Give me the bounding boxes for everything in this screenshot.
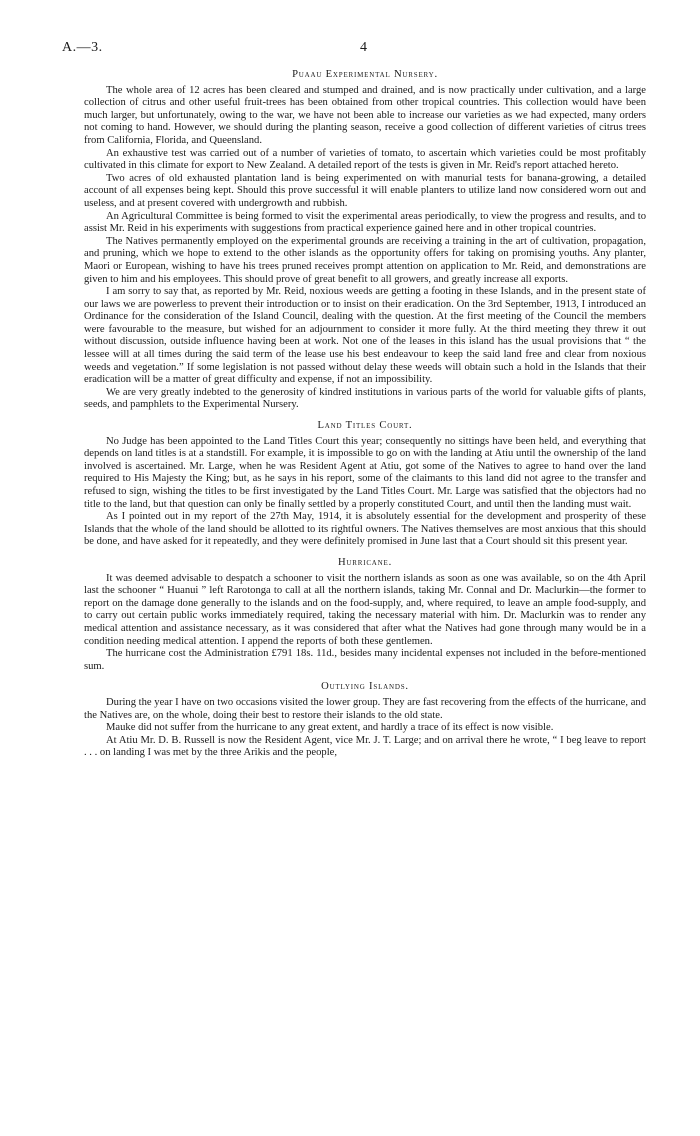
page-header bbox=[0, 42, 700, 58]
section-title: Outlying Islands. bbox=[321, 681, 409, 693]
paragraph: No Judge has been appointed to the Land Titles Court this year; consequently no sittings have been held, and everything that depends on land titles is at a standstill. For example, it is impossible to go on with the landing at Atiu until the ownership of the land involved is ascertained. Mr. Large, when he was Resident Agent at Atiu, got some of the Natives to agree to hand over the land required to His Majesty the King; but, as he says in his report, some of the claimants to this land did not agree to the transfer and refused to sign, wishing the titles to be first investigated by the Land Titles Court. Mr. Large was satisfied that the objectors had no title to the land, but that question can only be finally settled by a properly constituted Court, and until then the landing must wait. bbox=[84, 435, 646, 510]
paragraph: We are very greatly indebted to the generosity of kindred institutions in various parts of the world for valuable gifts of plants, seeds, and pamphlets to the Experimental Nursery. bbox=[84, 386, 646, 411]
paragraph: It was deemed advisable to despatch a schooner to visit the northern islands as soon as one was available, so on the 4th April last the schooner “ Huanui ” left Rarotonga to call at all the northern islands, taking Mr. Connal and Dr. Maclurkin—the former to report on the damage done generally to the islands and on the food-supply, and, where required, to leave an ample food-supply, and to carry out certain public works immediately required, taking the necessary material with him. Dr. Maclurkin was to render any medical attention and assistance necessary, as it was considered that after what the Natives had gone through many would be in a condition needing medical attention. I append the reports of both these gentlemen. bbox=[84, 572, 646, 647]
section-outlying-islands bbox=[84, 681, 646, 760]
section-hurricane bbox=[84, 557, 646, 673]
section-title: Puaau Experimental Nursery. bbox=[292, 69, 438, 80]
paragraph: As I pointed out in my report of the 27th May, 1914, it is absolutely essential for the development and prosperity of these Islands that the whole of the land should be allotted to its rightful owners. The Natives themselves are most anxious that this should be done, and have asked for it repeatedly, and they were definitely promised in June last that a Court should sit this present year. bbox=[84, 511, 646, 548]
paragraph: Two acres of old exhausted plantation land is being experimented on with manurial tests for banana-growing, a detailed account of all expenses being kept. Should this prove successful it will enable planters to utilize land now considered worn out and useless, and at present covered with undergrowth and rubbish. bbox=[84, 172, 646, 209]
document-reference: A.—3. bbox=[62, 40, 103, 55]
paragraph: The Natives permanently employed on the experimental grounds are receiving a training in the art of cultivation, propagation, and pruning, which we hope to extend to the other islands as the opportunity offers for taking on promising youths. Any planter, Maori or European, wishing to have his trees pruned receives prompt attention on application to Mr. Reid, and demonstrations are given to him and his employees. This should prove of great benefit to all growers, and greatly increase all exports. bbox=[84, 235, 646, 285]
paragraph: An exhaustive test was carried out of a number of varieties of tomato, to ascertain which varieties could be most profitably cultivated in this climate for export to New Zealand. A detailed report of the tests is given in Mr. Reid's report attached hereto. bbox=[84, 147, 646, 172]
paragraph: The whole area of 12 acres has been cleared and stumped and drained, and is now practically under cultivation, and a large collection of citrus and other useful fruit-trees has been obtained from other tropical countries. This collection would have been much larger, but unfortunately, owing to the war, we have not been able to increase our varieties as we had expected, many orders not coming to hand. However, we should during the planting season, receive a good collection of different varieties of citrus trees from California, Florida, and Queensland. bbox=[84, 84, 646, 146]
paragraph: The hurricane cost the Administration £791 18s. 11d., besides many incidental expenses not included in the before-mentioned sum. bbox=[84, 648, 646, 672]
paragraph: At Atiu Mr. D. B. Russell is now the Resident Agent, vice Mr. J. T. Large; and on arrival there he wrote, “ I beg leave to report . . . on landing I was met by the three Arikis and the people, bbox=[84, 734, 646, 759]
paragraph: An Agricultural Committee is being formed to visit the experimental areas periodically, to view the progress and results, and to assist Mr. Reid in his experiments with suggestions from practical experience gained here and in other tropical countries. bbox=[84, 210, 646, 235]
section-title: Hurricane. bbox=[337, 556, 393, 568]
section-nursery bbox=[84, 69, 646, 412]
page-number: 4 bbox=[360, 40, 367, 55]
paragraph: During the year I have on two occasions visited the lower group. They are fast recovering from the effects of the hurricane, and the Natives are, on the whole, doing their best to restore their islands to the old state. bbox=[84, 696, 646, 721]
page-body bbox=[84, 69, 646, 760]
section-title: Land Titles Court. bbox=[317, 420, 413, 432]
paragraph: Mauke did not suffer from the hurricane to any great extent, and hardly a trace of its effect is now visible. bbox=[106, 722, 554, 734]
paragraph: I am sorry to say that, as reported by Mr. Reid, noxious weeds are getting a footing in these Islands, and in the present state of our laws we are powerless to prevent their introduction or to insist on their eradication. On the 3rd September, 1913, I introduced an Ordinance for the consideration of the Island Council, dealing with the question. At the first meeting of the Council the members were favourable to the measure, but wished for an adjournment to consider it more fully. At the third meeting they threw it out without discussion, outside influence having been at work. Not one of the leases in this island has the usual provisions that “ the lessee will at all times during the said term of the lease use his best endeavour to keep the said land free and clear from noxious weeds and vegetation.” If some legislation is not passed without delay these weeds will obtain such a hold in the Islands that their eradication will be a matter of great difficulty and expense, if not an impossibility. bbox=[84, 286, 646, 386]
section-land-titles-court bbox=[84, 420, 646, 549]
